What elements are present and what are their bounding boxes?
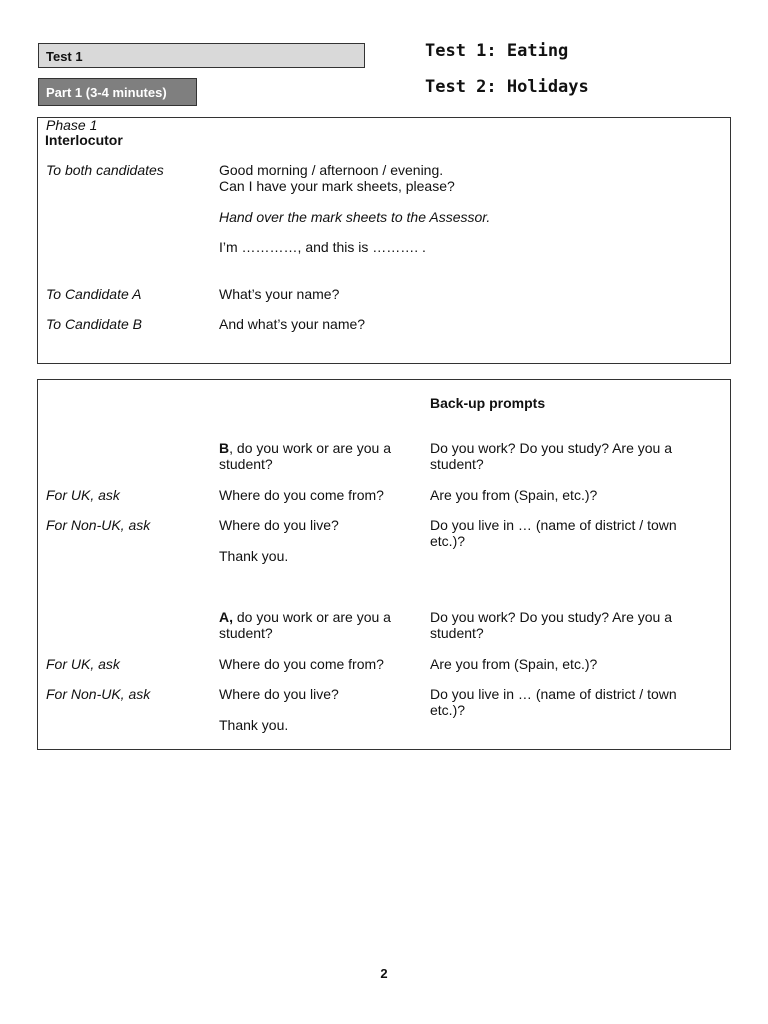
- introduction-line: I’m …………, and this is ………. .: [219, 239, 426, 255]
- test-label: Test 1: [38, 43, 365, 68]
- backup-come-from-b: Are you from (Spain, etc.)?: [430, 487, 598, 503]
- for-non-uk-label-a: For Non-UK, ask: [46, 686, 151, 702]
- for-non-uk-label-b: For Non-UK, ask: [46, 517, 151, 533]
- question-live-b: Where do you live?: [219, 517, 339, 533]
- page-number: 2: [380, 966, 388, 981]
- phase-label: Phase 1: [46, 117, 98, 133]
- candidate-name-a: A,: [219, 609, 233, 625]
- backup-come-from-a: Are you from (Spain, etc.)?: [430, 656, 598, 672]
- mark-sheets-request: Can I have your mark sheets, please?: [219, 178, 455, 194]
- greeting-line: Good morning / afternoon / evening.: [219, 162, 444, 178]
- target-candidate-a: To Candidate A: [46, 286, 142, 302]
- target-candidate-b: To Candidate B: [46, 316, 142, 332]
- question-name-a: What’s your name?: [219, 286, 340, 302]
- backup-work-study-b: Do you work? Do you study? Are you a student?: [430, 440, 673, 472]
- backup-prompts-header: Back-up prompts: [430, 395, 546, 411]
- question-come-from-b: Where do you come from?: [219, 487, 384, 503]
- backup-live-b: Do you live in … (name of district / town etc.)?: [430, 517, 677, 549]
- backup-work-study-a: Do you work? Do you study? Are you a student?: [430, 609, 673, 641]
- thank-you-b: Thank you.: [219, 548, 289, 564]
- backup-live-a: Do you live in … (name of district / town etc.)?: [430, 686, 677, 718]
- part-label: Part 1 (3-4 minutes): [38, 78, 197, 106]
- question-name-b: And what’s your name?: [219, 316, 366, 332]
- question-work-study-b: [219, 440, 414, 472]
- for-uk-label-b: For UK, ask: [46, 487, 120, 503]
- question-work-study-a: [219, 609, 414, 641]
- question-work-study-text: do you work or are you a student?: [219, 609, 391, 641]
- candidate-name-b: B: [219, 440, 230, 456]
- for-uk-label-a: For UK, ask: [46, 656, 120, 672]
- target-both-candidates: To both candidates: [46, 162, 164, 178]
- topic-test-1: Test 1: Eating: [425, 41, 569, 61]
- instruction-hand-over: Hand over the mark sheets to the Assessor.: [219, 209, 491, 225]
- question-come-from-a: Where do you come from?: [219, 656, 384, 672]
- question-live-a: Where do you live?: [219, 686, 339, 702]
- question-work-study-text: , do you work or are you a student?: [219, 440, 391, 472]
- topic-test-2: Test 2: Holidays: [425, 77, 589, 97]
- thank-you-a: Thank you.: [219, 717, 289, 733]
- interlocutor-label: Interlocutor: [45, 132, 123, 148]
